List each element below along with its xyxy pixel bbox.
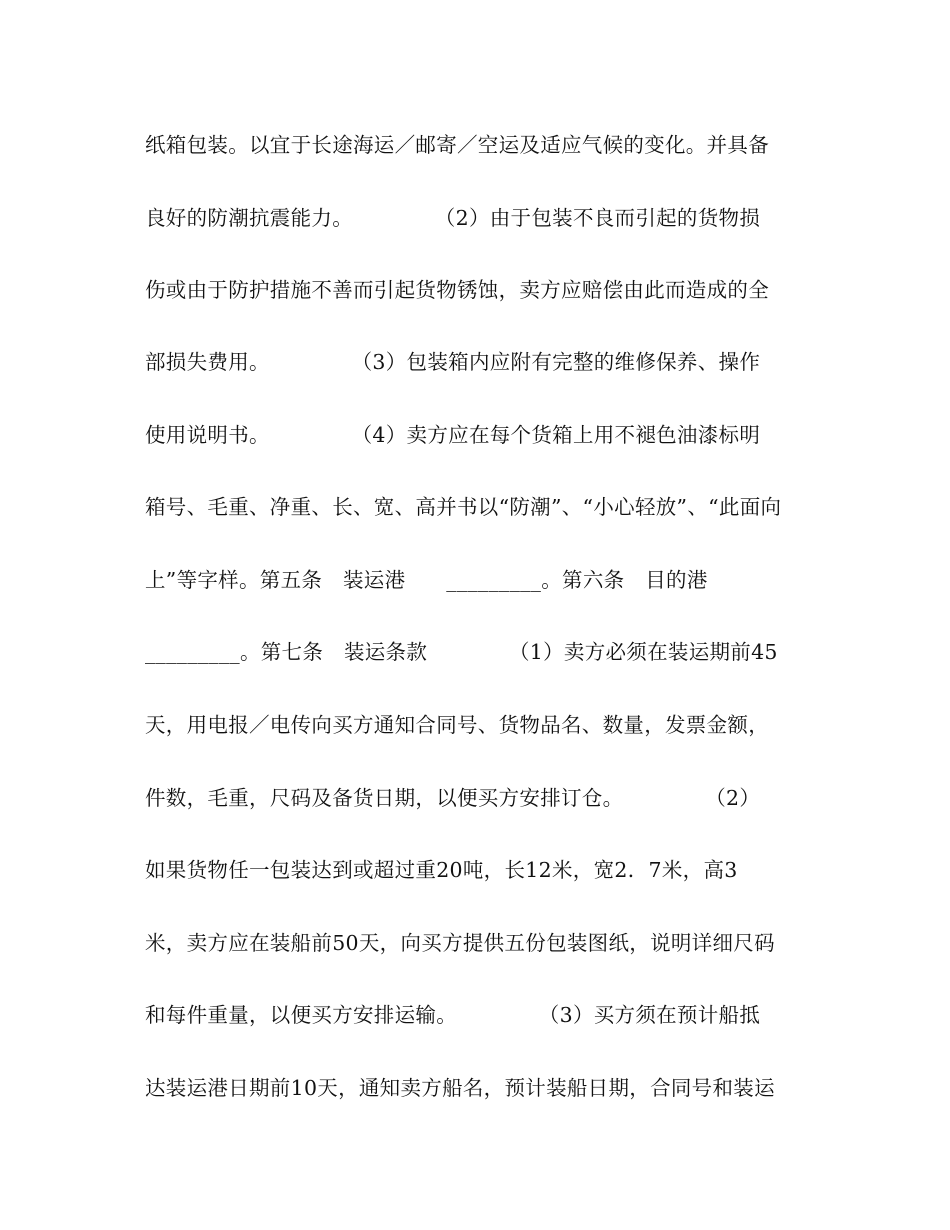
text-line: _________。第七条 装运条款 （1）卖方必须在装运期前45 (145, 640, 778, 664)
text-line: 纸箱包装。以宜于长途海运／邮寄／空运及适应气候的变化。并具备 (145, 133, 769, 157)
text-line: 伤或由于防护措施不善而引起货物锈蚀，卖方应赔偿由此而造成的全 (145, 278, 769, 302)
text-line: 箱号、毛重、净重、长、宽、高并书以“防潮”、“小心轻放”、“此面向 (145, 495, 782, 519)
text-line: 如果货物任一包装达到或超过重20吨，长12米，宽2．7米，高3 (145, 858, 738, 882)
text-line: 达装运港日期前10天，通知卖方船名，预计装船日期，合同号和装运 (145, 1076, 775, 1100)
text-line: 上”等字样。第五条 装运港 _________。第六条 目的港 (145, 568, 708, 592)
text-line: 使用说明书。 （4）卖方应在每个货箱上用不褪色油漆标明 (145, 423, 761, 447)
text-line: 天，用电报／电传向买方通知合同号、货物品名、数量，发票金额， (145, 713, 769, 737)
text-line: 良好的防潮抗震能力。 （2）由于包装不良而引起的货物损 (145, 206, 761, 230)
text-line: 米，卖方应在装船前50天，向买方提供五份包装图纸，说明详细尺码 (145, 931, 775, 955)
text-line: 和每件重量，以便买方安排运输。 （3）买方须在预计船抵 (145, 1003, 761, 1027)
text-line: 部损失费用。 （3）包装箱内应附有完整的维修保养、操作 (145, 350, 761, 374)
text-line: 件数，毛重，尺码及备货日期，以便买方安排订仓。 （2） (145, 786, 761, 810)
